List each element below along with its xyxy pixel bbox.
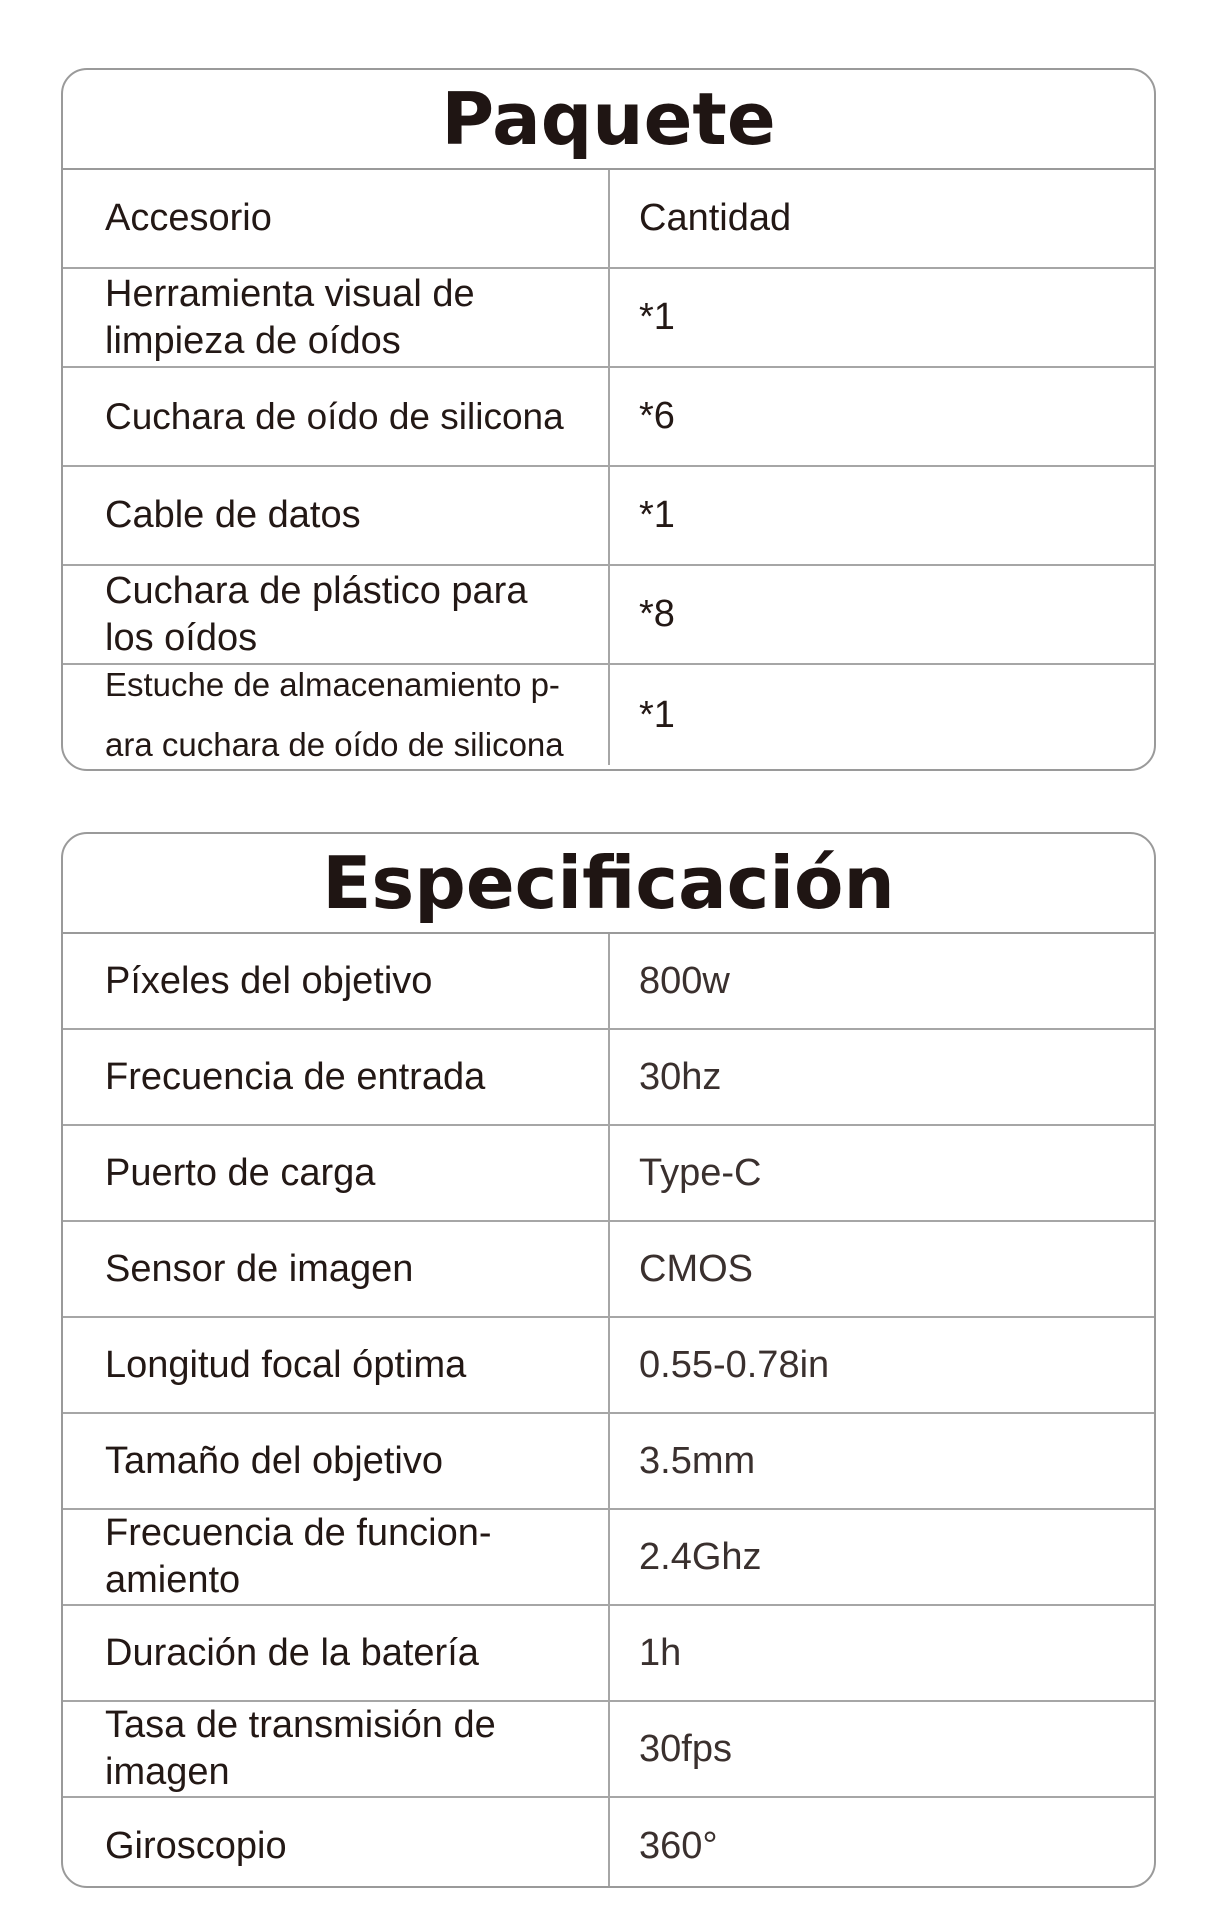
spec-table <box>63 934 1154 1888</box>
table-row <box>63 1798 1154 1888</box>
spec-name: Frecuencia de funcion-amiento <box>63 1510 610 1604</box>
spec-value: 3.5mm <box>639 1439 756 1482</box>
package-item: Cable de datos <box>63 467 610 564</box>
quantity-header: Cantidad <box>639 197 792 239</box>
spec-value: 30hz <box>639 1055 722 1098</box>
table-row <box>63 1606 1154 1702</box>
package-qty: *6 <box>639 395 675 437</box>
package-card <box>61 68 1156 771</box>
table-row <box>63 1030 1154 1126</box>
spec-value: 800w <box>639 959 730 1002</box>
spec-value: 0.55-0.78in <box>639 1343 830 1386</box>
package-qty: *8 <box>639 593 675 635</box>
table-row <box>63 467 1154 566</box>
spec-name: Puerto de carga <box>63 1126 610 1220</box>
table-row <box>63 934 1154 1030</box>
package-qty: *1 <box>639 296 675 338</box>
table-row <box>63 368 1154 467</box>
table-row <box>63 1318 1154 1414</box>
spec-value: Type-C <box>639 1151 762 1194</box>
table-row <box>63 665 1154 765</box>
package-header-row <box>63 170 1154 269</box>
package-item: Herramienta visual de limpieza de oídos <box>63 269 610 366</box>
spec-name: Frecuencia de entrada <box>63 1030 610 1124</box>
spec-name: Duración de la batería <box>63 1606 610 1700</box>
spec-value: CMOS <box>639 1247 753 1290</box>
spec-name: Tamaño del objetivo <box>63 1414 610 1508</box>
spec-value: 2.4Ghz <box>639 1535 762 1578</box>
table-row <box>63 1510 1154 1606</box>
spec-name: Píxeles del objetivo <box>63 934 610 1028</box>
spec-card <box>61 832 1156 1888</box>
package-item: Cuchara de plástico para los oídos <box>63 566 610 663</box>
package-title: Paquete <box>63 70 1154 170</box>
spec-name: Longitud focal óptima <box>63 1318 610 1412</box>
table-row <box>63 1702 1154 1798</box>
package-table <box>63 170 1154 765</box>
spec-name: Sensor de imagen <box>63 1222 610 1316</box>
table-row <box>63 269 1154 368</box>
spec-name: Tasa de transmisión de imagen <box>63 1702 610 1796</box>
spec-value: 360° <box>639 1824 718 1867</box>
table-row <box>63 566 1154 665</box>
table-row <box>63 1414 1154 1510</box>
spec-name: Giroscopio <box>63 1798 610 1888</box>
table-row <box>63 1222 1154 1318</box>
package-item: Estuche de almacenamiento p-ara cuchara de oído de silicona <box>63 665 610 765</box>
package-qty: *1 <box>639 494 675 536</box>
spec-value: 30fps <box>639 1727 732 1770</box>
package-qty: *1 <box>639 693 675 736</box>
table-row <box>63 1126 1154 1222</box>
spec-value: 1h <box>639 1631 682 1674</box>
spec-title: Especificación <box>63 834 1154 934</box>
accessory-header: Accesorio <box>63 170 610 267</box>
package-item: Cuchara de oído de silicona <box>63 368 610 465</box>
